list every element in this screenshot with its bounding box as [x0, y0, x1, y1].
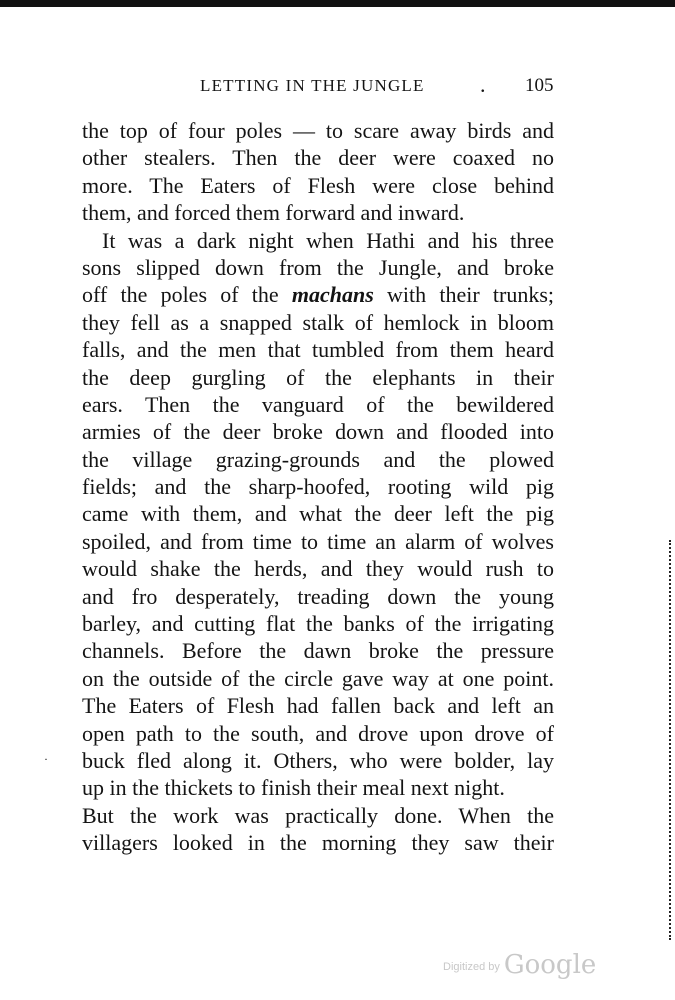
digitized-watermark: [443, 950, 596, 980]
text-line: up in the thickets to finish their meal next night.: [82, 775, 505, 801]
text-line-start: off the poles of the: [82, 282, 292, 308]
text-line: It was a dark night when Hathi and his three: [102, 227, 554, 253]
text-line-end: with their trunks;: [373, 282, 554, 308]
running-head: LETTING IN THE JUNGLE: [200, 76, 425, 95]
text-line: would shake the herds, and they would rush to: [82, 556, 554, 582]
text-line: ears. Then the vanguard of the bewildered: [82, 391, 554, 417]
text-line: But the work was practically done. When the: [82, 802, 554, 828]
text-line: spoiled, and from time to time an alarm of wolves: [82, 528, 554, 554]
text-line: armies of the deer broke down and flooded into: [82, 419, 554, 445]
text-line: other stealers. Then the deer were coaxed no: [82, 145, 554, 171]
text-line: came with them, and what the deer left the pig: [82, 501, 554, 527]
text-line: the deep gurgling of the elephants in their: [82, 364, 554, 390]
body-text: [82, 117, 554, 857]
text-line: sons slipped down from the Jungle, and broke: [82, 254, 554, 280]
text-line: falls, and the men that tumbled from them heard: [82, 337, 554, 363]
page-number: 105: [525, 75, 554, 96]
text-line: channels. Before the dawn broke the pressure: [82, 638, 554, 664]
text-line: and fro desperately, treading down the young: [82, 583, 554, 609]
text-line: the top of four poles — to scare away birds and: [82, 118, 554, 143]
digitized-by-label: Digitized by: [443, 961, 500, 973]
margin-mark: ·: [44, 752, 48, 766]
text-line: open path to the south, and drove upon drove of: [82, 720, 554, 746]
text-line: more. The Eaters of Flesh were close behind: [82, 172, 554, 198]
text-line: fields; and the sharp-hoofed, rooting wild pig: [82, 474, 554, 500]
text-line: barley, and cutting flat the banks of the irrigating: [82, 611, 554, 637]
text-line: buck fled along it. Others, who were bolder, lay: [82, 747, 554, 773]
page-right-edge: [669, 540, 673, 940]
text-line: they fell as a snapped stalk of hemlock in bloom: [82, 309, 554, 335]
italic-term: machans: [291, 282, 374, 308]
google-logo: Google: [503, 950, 597, 980]
text-line: on the outside of the circle gave way at one point.: [82, 665, 554, 691]
text-line: The Eaters of Flesh had fallen back and left an: [82, 693, 554, 719]
text-line: [82, 281, 554, 308]
text-line: villagers looked in the morning they saw their: [82, 830, 554, 856]
text-line: them, and forced them forward and inward.: [82, 200, 465, 226]
running-head-mark: .: [480, 72, 486, 97]
page-top-edge: [0, 0, 675, 7]
text-line: the village grazing-grounds and the plowed: [82, 446, 554, 472]
